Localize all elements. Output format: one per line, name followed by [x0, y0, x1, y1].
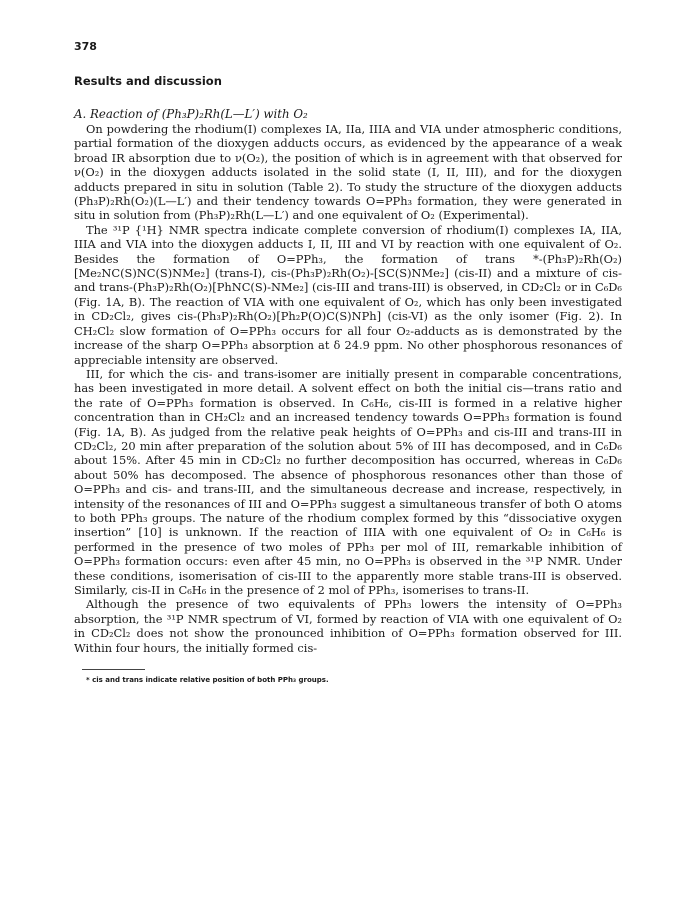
- paragraph: On powdering the rhodium(I) complexes IA, IIa, IIIA and VIA under atmospheric conditions, partial formation of the dioxygen adducts occurs, as evidenced by the appearance of a weak broad IR absorption due to ν(O₂), the position of which is in agreement with that observed for ν(O₂) in the dioxygen adducts isolated in the solid state (I, II, III), and for the dioxygen adducts prepared in situ in solution (Table 2). To study the structure of the dioxygen adducts (Ph₃P)₂Rh(O₂)(L—L′) and their tendency towards O=PPh₃ formation, they were generated in situ in solution from (Ph₃P)₂Rh(L—L′) and one equivalent of O₂ (Experimental).: [74, 122, 622, 223]
- subsection-heading: A. Reaction of (Ph₃P)₂Rh(L—L′) with O₂: [74, 107, 308, 121]
- footnote: * cis and trans indicate relative position of both PPh₃ groups.: [86, 676, 329, 685]
- paragraph: The ³¹P {¹H} NMR spectra indicate complete conversion of rhodium(I) complexes IA, IIA, IIIA and VIA into the dioxygen adducts I, II, III and VI by reaction with one equivalent of O₂. Besides the formation of O=PPh₃, the formation of trans *-(Ph₃P)₂Rh(O₂)[Me₂NC(S)NC(S)NMe₂] (trans-I), cis-(Ph₃P)₂Rh(O₂)-[SC(S)NMe₂] (cis-II) and a mixture of cis- and trans-(Ph₃P)₂Rh(O₂)[PhNC(S)-NMe₂] (cis-III and trans-III) is observed, in CD₂Cl₂ or in C₆D₆ (Fig. 1A, B). The reaction of VIA with one equivalent of O₂, which has only been investigated in CD₂Cl₂, gives cis-(Ph₃P)₂Rh(O₂)[Ph₂P(O)C(S)NPh] (cis-VI) as the only isomer (Fig. 2). In CH₂Cl₂ slow formation of O=PPh₃ occurs for all four O₂-adducts as is demonstrated by the increase of the sharp O=PPh₃ absorption at δ 24.9 ppm. No other phosphorous resonances of appreciable intensity are observed.: [74, 222, 622, 367]
- document-page: [74, 40, 622, 684]
- section-heading: Results and discussion: [74, 74, 222, 88]
- paragraph: III, for which the cis- and trans-isomer are initially present in comparable concentrations, has been investigated in more detail. A solvent effect on both the initial cis—trans ratio and the rate of O=PPh₃ formation is observed. In C₆H₆, cis-III is formed in a relative higher concentration than in CH₂Cl₂ and an increased tendency towards O=PPh₃ formation is found (Fig. 1A, B). As judged from the relative peak heights of O=PPh₃ and cis-III and trans-III in CD₂Cl₂, 20 min after preparation of the solution about 5% of III has decomposed, and in C₆D₆ about 15%. After 45 min in CD₂Cl₂ no further decomposition has occurred, whereas in C₆D₆ about 50% has decomposed. The absence of phosphorous resonances other than those of O=PPh₃ and cis- and trans-III, and the simultaneous decrease and increase, respectively, in intensity of the resonances of III and O=PPh₃ suggest a simultaneous transfer of both O atoms to both PPh₃ groups. The nature of the rhodium complex formed by this “dissociative oxygen insertion” [10] is unknown. If the reaction of IIIA with one equivalent of O₂ in C₆H₆ is performed in the presence of two moles of PPh₃ per mol of III, remarkable inhibition of O=PPh₃ formation occurs: even after 45 min, no O=PPh₃ is observed in the ³¹P NMR. Under these conditions, isomerisation of cis-III to the apparently more stable trans-III is observed. Similarly, cis-II in C₆H₆ in the presence of 2 mol of PPh₃, isomerises to trans-II.: [74, 366, 622, 597]
- page-number: 378: [74, 40, 97, 53]
- paragraph: Although the presence of two equivalents of PPh₃ lowers the intensity of O=PPh₃ absorption, the ³¹P NMR spectrum of VI, formed by reaction of VIA with one equivalent of O₂ in CD₂Cl₂ does not show the pronounced inhibition of O=PPh₃ formation observed for III. Within four hours, the initially formed cis-: [74, 597, 622, 655]
- footnote-divider: [82, 669, 145, 670]
